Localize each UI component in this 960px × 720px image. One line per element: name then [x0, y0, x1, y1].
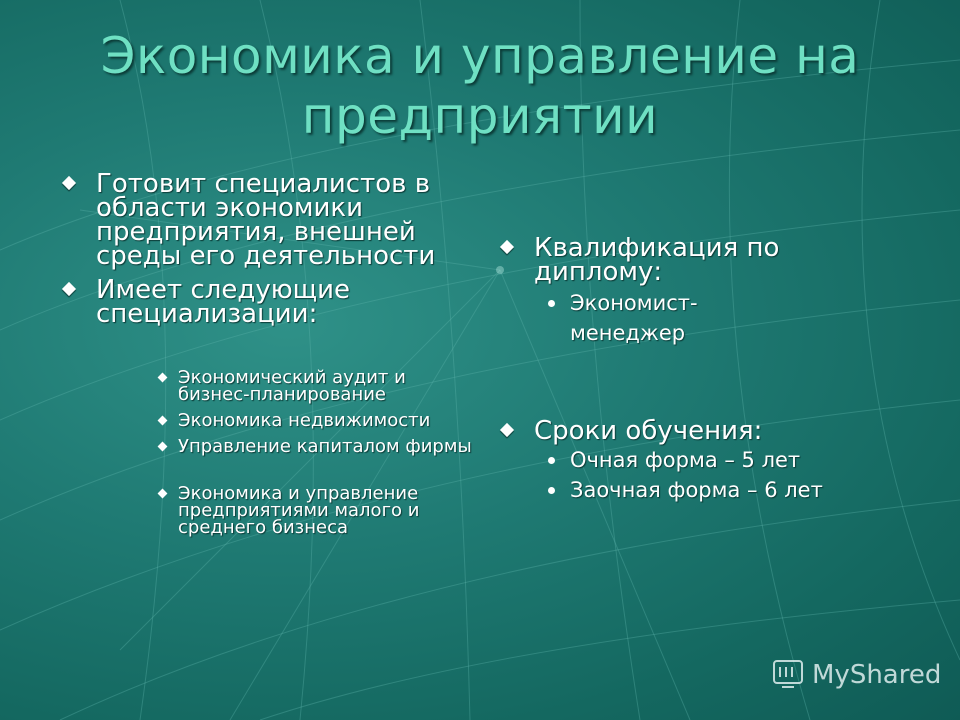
- list-item: [62, 169, 442, 271]
- slide-title: Экономика и управление на предприятии: [100, 27, 860, 145]
- list-item-text: Готовит специалистов в области экономики предприятия, внешней среды его деятельности: [96, 169, 436, 271]
- qualification-section: [500, 233, 800, 348]
- diamond-bullet-icon: [158, 416, 168, 426]
- diamond-bullet-icon: [500, 240, 514, 254]
- diamond-bullet-icon: [62, 282, 76, 296]
- list-item-text: Экономист-менеджер: [570, 291, 698, 345]
- list-item-text: Заочная форма – 6 лет: [570, 478, 823, 502]
- study-terms-heading-text: Сроки обучения:: [534, 416, 763, 446]
- list-item: [156, 412, 476, 429]
- qualification-heading: [500, 233, 800, 287]
- list-item-text: Очная форма – 5 лет: [570, 448, 801, 472]
- list-item: [156, 369, 476, 403]
- dot-bullet-icon: [548, 487, 555, 494]
- list-item-text: Экономика и управление предприятиями малого и среднего бизнеса: [178, 483, 420, 538]
- study-terms-heading: [500, 416, 900, 446]
- list-item: [156, 438, 476, 455]
- dot-bullet-icon: [548, 457, 555, 464]
- list-item: [62, 275, 442, 329]
- diamond-bullet-icon: [500, 423, 514, 437]
- specializations-list: [156, 369, 476, 536]
- list-item: [544, 445, 900, 475]
- list-item-text: Управление капиталом фирмы: [178, 436, 472, 457]
- diamond-bullet-icon: [158, 442, 168, 452]
- list-item-text: Экономика недвижимости: [178, 410, 431, 431]
- dot-bullet-icon: [548, 300, 555, 307]
- list-item-text: Имеет следующие специализации:: [96, 275, 351, 329]
- qualification-heading-text: Квалификация по диплому:: [534, 233, 780, 287]
- left-column: [62, 169, 442, 329]
- study-terms-section: [500, 416, 900, 505]
- list-item-text: Экономический аудит и бизнес-планирование: [178, 367, 406, 405]
- diamond-bullet-icon: [158, 489, 168, 499]
- myshared-watermark: [770, 655, 941, 695]
- list-item: [156, 485, 476, 536]
- myshared-logo-icon: [770, 657, 806, 693]
- diamond-bullet-icon: [62, 176, 76, 190]
- diamond-bullet-icon: [158, 373, 168, 383]
- list-item: [544, 475, 900, 505]
- list-item: [544, 288, 800, 348]
- watermark-text: MyShared: [812, 660, 942, 690]
